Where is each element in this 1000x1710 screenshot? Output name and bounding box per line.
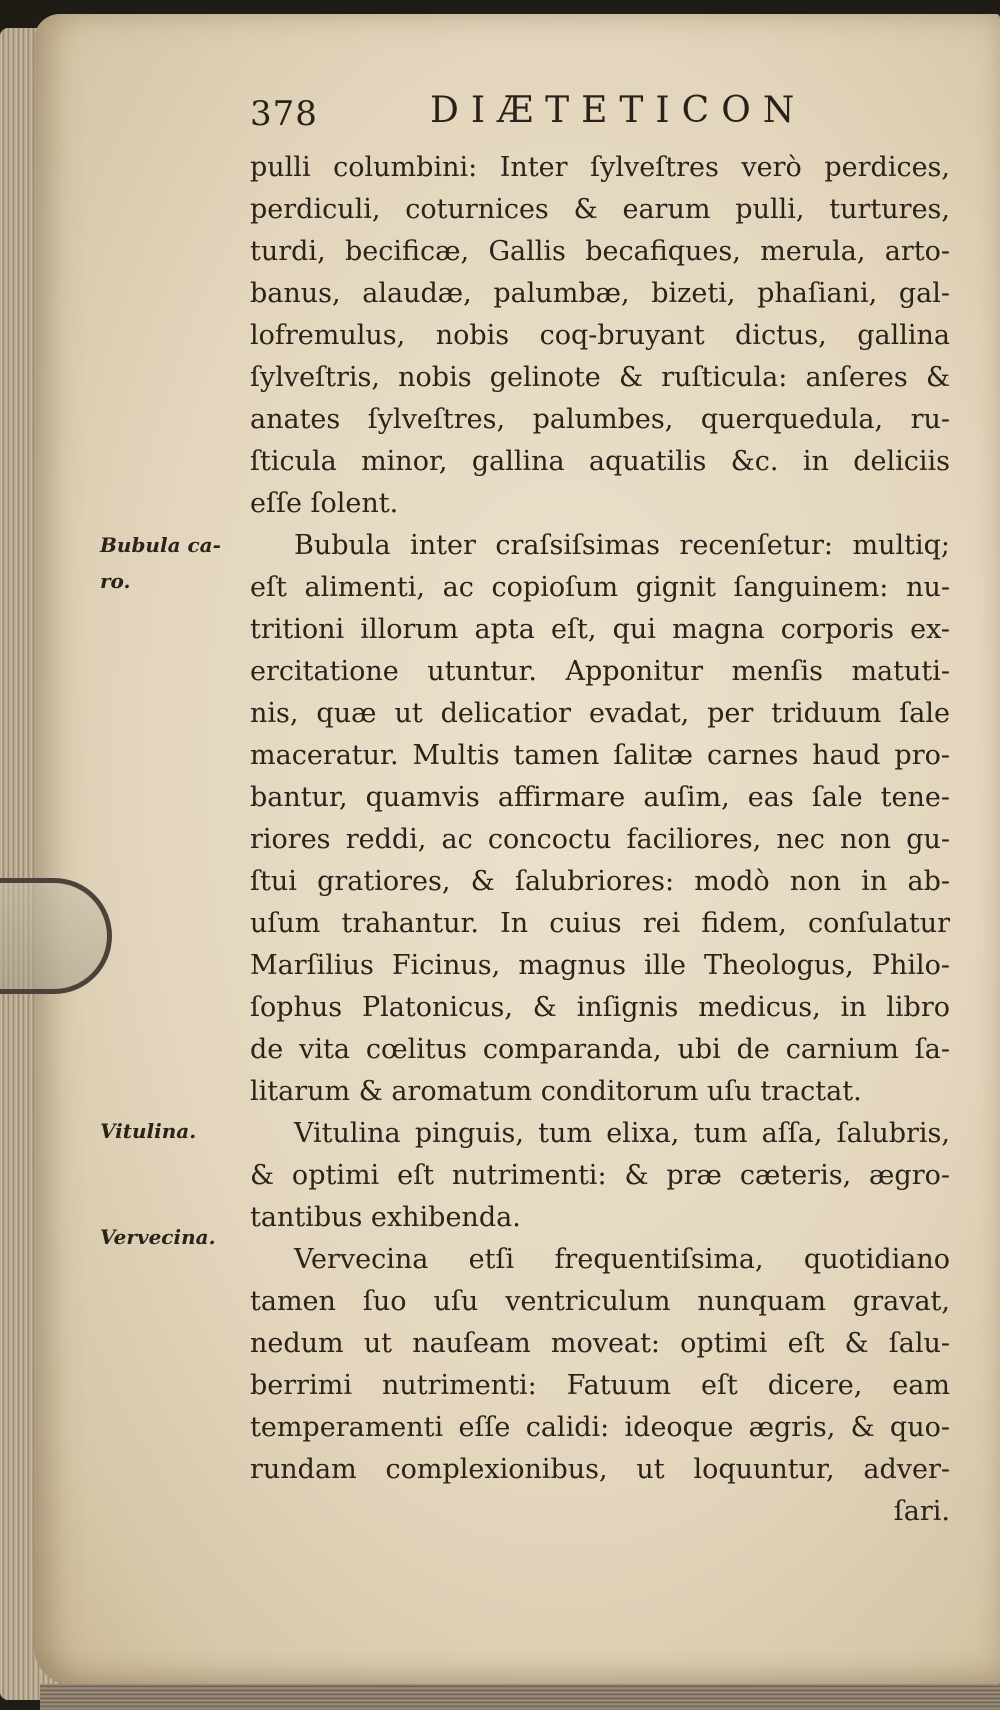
marginal-note-vitulina: Vitulina. [100,1119,197,1143]
text-line: tantibus exhibenda. [250,1202,521,1233]
text-line: ſari. [893,1496,950,1527]
text-line: & optimi eſt nutrimenti: & præ cæteris, ægro- [250,1160,950,1191]
text-line: litarum & aromatum conditorum uſu tractat. [250,1076,862,1107]
text-line: eſſe ſolent. [250,488,399,519]
text-line: lofremulus, nobis coq-bruyant dictus, gallina [250,320,950,351]
text-line: ſtui gratiores, & ſalubriores: modò non in ab- [250,866,950,897]
text-line: ſticula minor, gallina aquatilis &c. in deliciis [250,446,950,477]
text-line: maceratur. Multis tamen ſalitæ carnes haud pro- [250,740,950,771]
text-line: pulli columbini: Inter ſylveſtres verò perdices, [250,152,950,183]
text-line: ercitatione utuntur. Apponitur menſis matuti- [250,656,950,687]
marginal-note-bubula: Bubula ca- [100,533,221,557]
page-number: 378 [250,94,318,134]
text-line: Vitulina pinguis, tum elixa, tum aſſa, ſalubris, [294,1118,950,1149]
bottom-page-edges [40,1684,1000,1710]
text-line: rundam complexionibus, ut loquuntur, adver- [250,1454,950,1485]
text-line: de vita cœlitus comparanda, ubi de carnium ſa- [250,1034,950,1065]
text-line: perdiculi, coturnices & earum pulli, turtures, [250,194,950,225]
text-line: Marſilius Ficinus, magnus ille Theologus, Philo- [250,950,950,981]
text-line: Bubula inter craſsiſsimas recenſetur: multiq; [294,530,950,561]
text-line: nedum ut nauſeam moveat: optimi eſt & ſalu- [250,1328,950,1359]
text-line: temperamenti eſſe calidi: ideoque ægris, & quo- [250,1412,950,1443]
text-line: turdi, becificæ, Gallis becafiques, merula, arto- [250,236,950,267]
text-line: Vervecina etſi frequentiſsima, quotidiano [294,1244,950,1275]
text-line: berrimi nutrimenti: Fatuum eſt dicere, eam [250,1370,950,1401]
marginal-note-bubula: ro. [100,569,131,593]
text-line: uſum trahantur. In cuius rei fidem, conſulatur [250,908,950,939]
text-line: bantur, quamvis affirmare auſim, eas ſale tene- [250,782,950,813]
text-line: eſt alimenti, ac copioſum gignit ſanguinem: nu- [250,572,950,603]
page-clip [0,878,112,994]
text-line: ſylveſtris, nobis gelinote & ruſticula: anſeres & [250,362,950,393]
marginal-note-vervecina: Vervecina. [100,1225,216,1249]
text-line: tamen ſuo uſu ventriculum nunquam gravat, [250,1286,950,1317]
running-head: DIÆTETICON [430,90,807,131]
text-line: anates ſylveſtres, palumbes, querquedula, ru- [250,404,950,435]
text-line: banus, alaudæ, palumbæ, bizeti, phaſiani, gal- [250,278,950,309]
text-line: tritioni illorum apta eſt, qui magna corporis ex- [250,614,950,645]
text-line: ſophus Platonicus, & inſignis medicus, in libro [250,992,950,1023]
text-line: riores reddi, ac concoctu faciliores, nec non gu- [250,824,950,855]
text-line: nis, quæ ut delicatior evadat, per triduum ſale [250,698,950,729]
